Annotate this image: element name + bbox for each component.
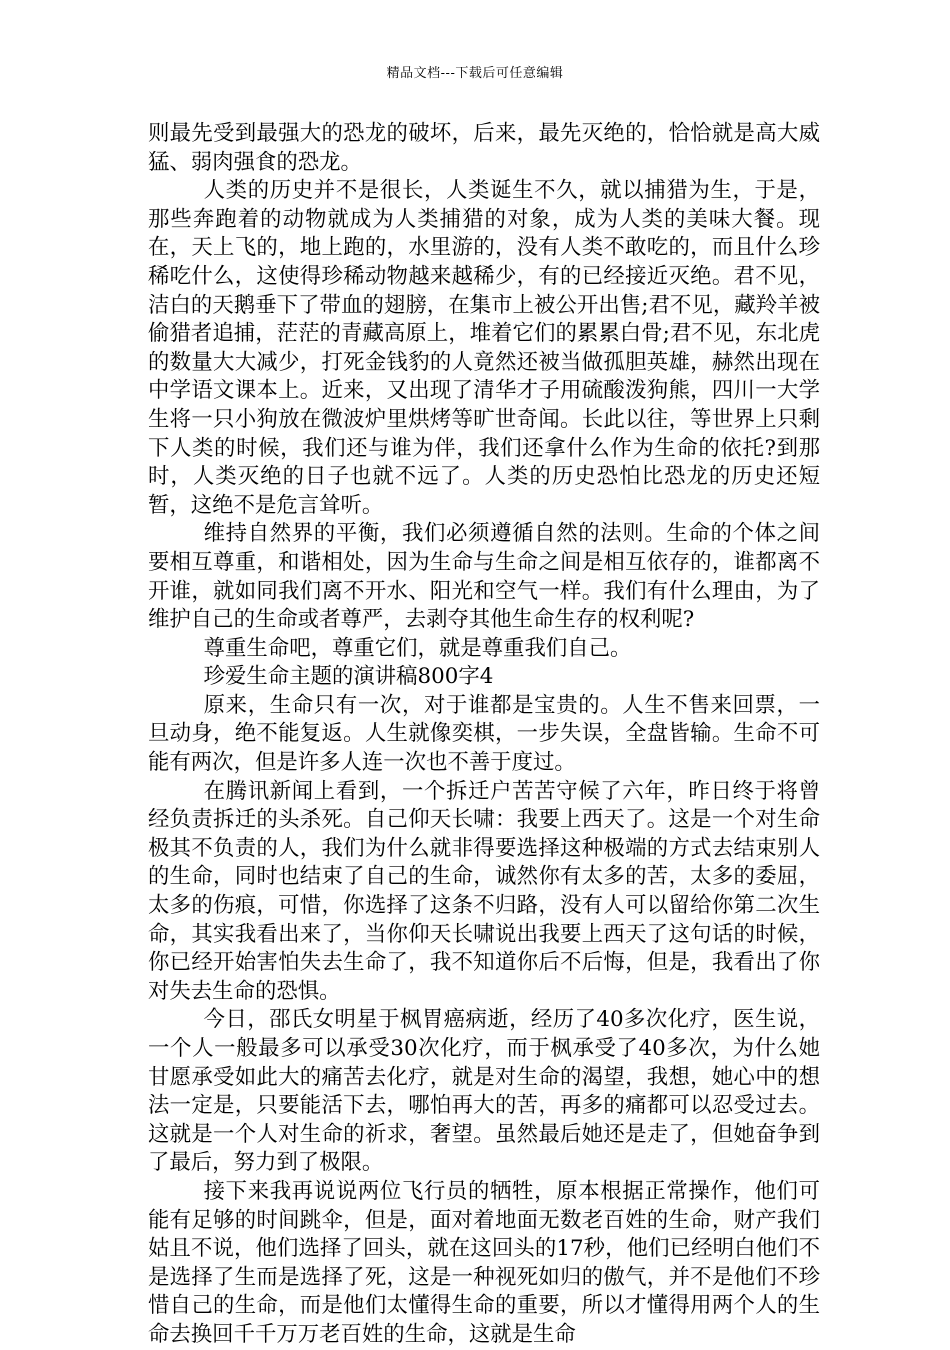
section-heading: 珍爱生命主题的演讲稿800字4	[203, 664, 494, 690]
paragraph: 今日，邵氏女明星于枫胃癌病逝，经历了40多次化疗，医生说，一个人一般最多可以承受30次化疗，而于枫承受了40多次，为什么她甘愿承受如此大的痛苦去化疗，就是对生命的渴望，我想，她心中的想法一定是，只要能活下去，哪怕再大的苦，再多的痛都可以忍受过去。这就是一个人对生命的祈求，奢望。虽然最后她还是走了，但她奋争到了最后，努力到了极限。	[148, 1007, 820, 1176]
paragraph: 维持自然界的平衡，我们必须遵循自然的法则。生命的个体之间要相互尊重，和谐相处，因为生命与生命之间是相互依存的，谁都离不开谁，就如同我们离不开水、阳光和空气一样。我们有什么理由，为了维护自己的生命或者尊严，去剥夺其他生命生存的权利呢?	[148, 521, 820, 633]
paragraph: 人类的历史并不是很长，人类诞生不久，就以捕猎为生，于是，那些奔跑着的动物就成为人类捕猎的对象，成为人类的美味大餐。现在，天上飞的，地上跑的，水里游的，没有人类不敢吃的，而且什么珍稀吃什么，这使得珍稀动物越来越稀少，有的已经接近灭绝。君不见，洁白的天鹅垂下了带血的翅膀，在集市上被公开出售;君不见，藏羚羊被偷猎者追捕，茫茫的青藏高原上，堆着它们的累累白骨;君不见，东北虎的数量大大减少，打死金钱豹的人竟然还被当做孤胆英雄，赫然出现在中学语文课本上。近来，又出现了清华才子用硫酸泼狗熊，四川一大学生将一只小狗放在微波炉里烘烤等旷世奇闻。长此以往，等世界上只剩下人类的时候，我们还与谁为伴，我们还拿什么作为生命的依托?到那时，人类灭绝的日子也就不远了。人类的历史恐怕比恐龙的历史还短暂，这绝不是危言耸听。	[148, 178, 820, 518]
paragraph: 接下来我再说说两位飞行员的牺牲，原本根据正常操作，他们可能有足够的时间跳伞，但是，面对着地面无数老百姓的生命，财产我们姑且不说，他们选择了回头，就在这回头的17秒，他们已经明白他们不是选择了生而是选择了死，这是一种视死如归的傲气，并不是他们不珍惜自己的生命，而是他们太懂得生命的重要，所以才懂得用两个人的生命去换回千千万万老百姓的生命，这就是生命	[148, 1178, 820, 1347]
paragraph: 原来，生命只有一次，对于谁都是宝贵的。人生不售来回票，一旦动身，绝不能复返。人生就像奕棋，一步失误，全盘皆输。生命不可能有两次，但是许多人连一次也不善于度过。	[148, 692, 820, 776]
page-header: 精品文档---下载后可任意编辑	[386, 66, 564, 81]
paragraph: 尊重生命吧，尊重它们，就是尊重我们自己。	[203, 635, 632, 661]
document-body	[148, 120, 820, 1350]
paragraph: 在腾讯新闻上看到，一个拆迁户苦苦守候了六年，昨日终于将曾经负责拆迁的头杀死。自己仰天长啸：我要上西天了。这是一个对生命极其不负责的人，我们为什么就非得要选择这种极端的方式去结束别人的生命，同时也结束了自己的生命，诚然你有太多的苦，太多的委屈，太多的伤痕，可惜，你选择了这条不归路，没有人可以留给你第二次生命，其实我看出来了，当你仰天长啸说出我要上西天了这句话的时候，你已经开始害怕失去生命了，我不知道你后不后悔，但是，我看出了你对失去生命的恐惧。	[148, 778, 820, 1004]
paragraph-continuation: 则最先受到最强大的恐龙的破坏，后来，最先灭绝的，恰恰就是高大威猛、弱肉强食的恐龙。	[148, 121, 820, 175]
